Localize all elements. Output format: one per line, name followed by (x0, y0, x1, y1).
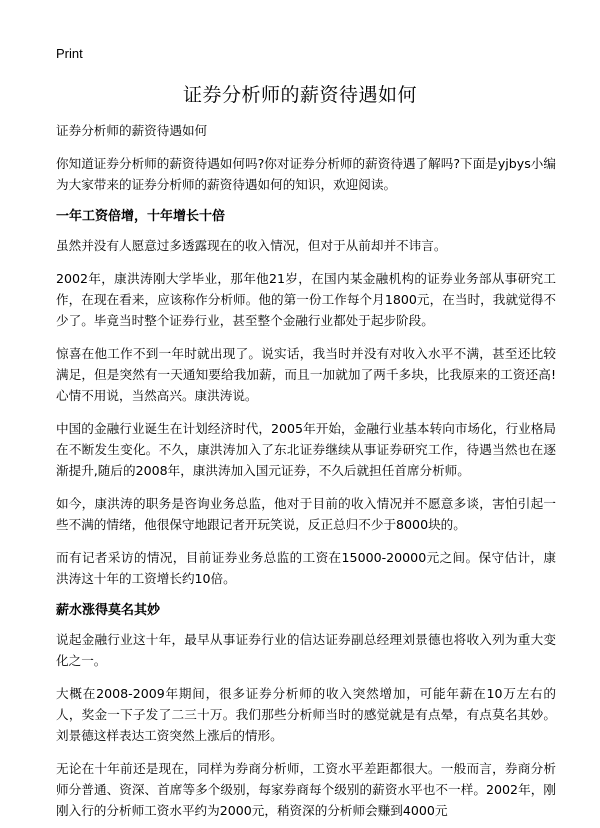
paragraph: 惊喜在他工作不到一年时就出现了。说实话，我当时并没有对收入水平不满，甚至还比较满足，但是突然有一天通知要给我加薪，而且一加就加了两千多块，比我原来的工资还高!心情不用说，当然高兴。康洪涛说。 (56, 346, 556, 403)
paragraph: 如今，康洪涛的职务是咨询业务总监，他对于目前的收入情况并不愿意多谈，害怕引起一些不满的情绪，他很保守地跟记者开玩笑说，反正总归不少于8000块的。 (56, 496, 556, 532)
paragraph: 大概在2008-2009年期间，很多证券分析师的收入突然增加，可能年薪在10万左右的人，奖金一下子发了二三十万。我们那些分析师当时的感觉就是有点晕，有点莫名其妙。刘景德这样表达工资突然上涨后的情形。 (56, 686, 556, 743)
section-heading: 薪水涨得莫名其妙 (56, 603, 161, 618)
paragraph: 2002年，康洪涛刚大学毕业，那年他21岁，在国内某金融机构的证券业务部从事研究工作，在现在看来，应该称作分析师。他的第一份工作每个月1800元，在当时，我就觉得不少了。毕竟当时整个证券行业，甚至整个金融行业都处于起步阶段。 (56, 271, 556, 328)
print-link[interactable]: Print (56, 46, 83, 61)
article-subtitle: 证券分析师的薪资待遇如何 (56, 123, 208, 138)
paragraph: 虽然并没有人愿意过多透露现在的收入情况，但对于从前却并不讳言。 (56, 238, 447, 253)
paragraph: 而有记者采访的情况，目前证券业务总监的工资在15000-20000元之间。保守估计，康洪涛这十年的工资增长约10倍。 (56, 550, 556, 586)
paragraph: 无论在十年前还是现在，同样为券商分析师，工资水平差距都很大。一般而言，券商分析师分普通、资深、首席等多个级别，每家券商每个级别的薪资水平也不一样。2002年，刚刚入行的分析师工资水平约为2000元，稍资深的分析师会赚到4000元 (56, 761, 556, 818)
section-heading: 一年工资倍增，十年增长十倍 (56, 209, 226, 224)
intro-paragraph: 你知道证券分析师的薪资待遇如何吗?你对证券分析师的薪资待遇了解吗?下面是yjbys小编为大家带来的证券分析师的薪资待遇如何的知识，欢迎阅读。 (56, 156, 556, 192)
paragraph: 说起金融行业这十年，最早从事证券行业的信达证券副总经理刘景德也将收入列为重大变化之一。 (56, 632, 556, 668)
article-body (56, 120, 556, 828)
page-title: 证券分析师的薪资待遇如何 (182, 84, 417, 106)
paragraph: 中国的金融行业诞生在计划经济时代，2005年开始，金融行业基本转向市场化，行业格局在不断发生变化。不久，康洪涛加入了东北证券继续从事证券研究工作，待遇当然也在逐渐提升,随后的2008年，康洪涛加入国元证券，不久后就担任首席分析师。 (56, 421, 556, 478)
